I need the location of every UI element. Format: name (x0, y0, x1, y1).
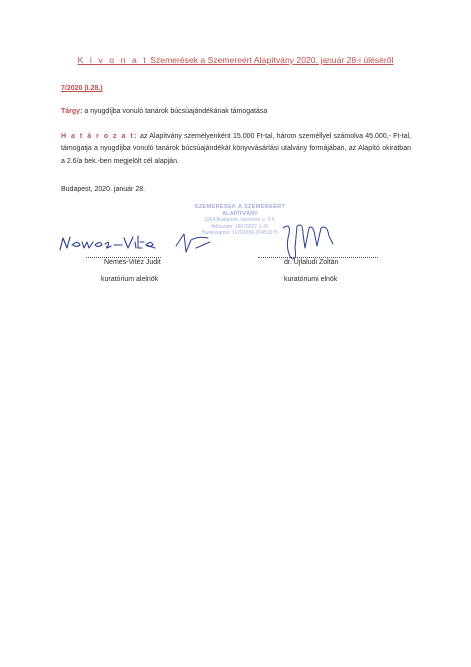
resolution-number: 7/2020 (I.28.) (61, 85, 103, 92)
stamp-line-1: SZEMERÉSEK A SZEMEREÉRT (194, 204, 286, 210)
decision-paragraph (61, 131, 411, 168)
signer-right-name: dr. Újfaludi Zoltán (284, 259, 339, 266)
decision-label: H a t á r o z a t: (61, 133, 138, 140)
subject-line (61, 108, 267, 115)
signature-left (58, 228, 218, 258)
stamp-line-2: ALAPÍTVÁNY (222, 210, 258, 217)
title-spaced-word: K i v o n a t (77, 55, 148, 65)
place-date: Budapest, 2020. január 28. (61, 186, 146, 193)
signature-line-right (258, 257, 378, 258)
signature-line-left (86, 257, 161, 258)
signer-left-name: Nemes-Vitéz Judit (104, 259, 161, 266)
signer-left-role: kuratórium alelnök (101, 276, 159, 283)
stamp-line-3: 1064 Budapest, Szemere u. 3-5. (204, 217, 276, 224)
document-title (0, 55, 471, 65)
stamp-line-5: Bankszámla: 11702036-20451575 (202, 230, 278, 237)
signer-right-role: kuratóriumi elnök (284, 276, 338, 283)
stamp-line-4: Adószám: 18678027-1-41 (211, 223, 269, 230)
title-rest: Szemerések a Szemereért Alapítvány 2020. január 28-i üléséről (150, 55, 394, 65)
subject-text: a nyugdíjba vonuló tanárok búcsúajándékának támogatása (84, 108, 268, 115)
subject-label: Tárgy: (61, 108, 83, 115)
decision-text: az Alapítvány személyenként 15.000 Ft-tal, három személlyel számolva 45.000,- Ft-tal, támogatja a nyugdíjba vonuló tanárok búcsúajándékát könyvvásárlási utalvány formájában, az Alapító okiratban a 2.6/a bek.-ben megjelölt cél alapján. (61, 133, 411, 165)
